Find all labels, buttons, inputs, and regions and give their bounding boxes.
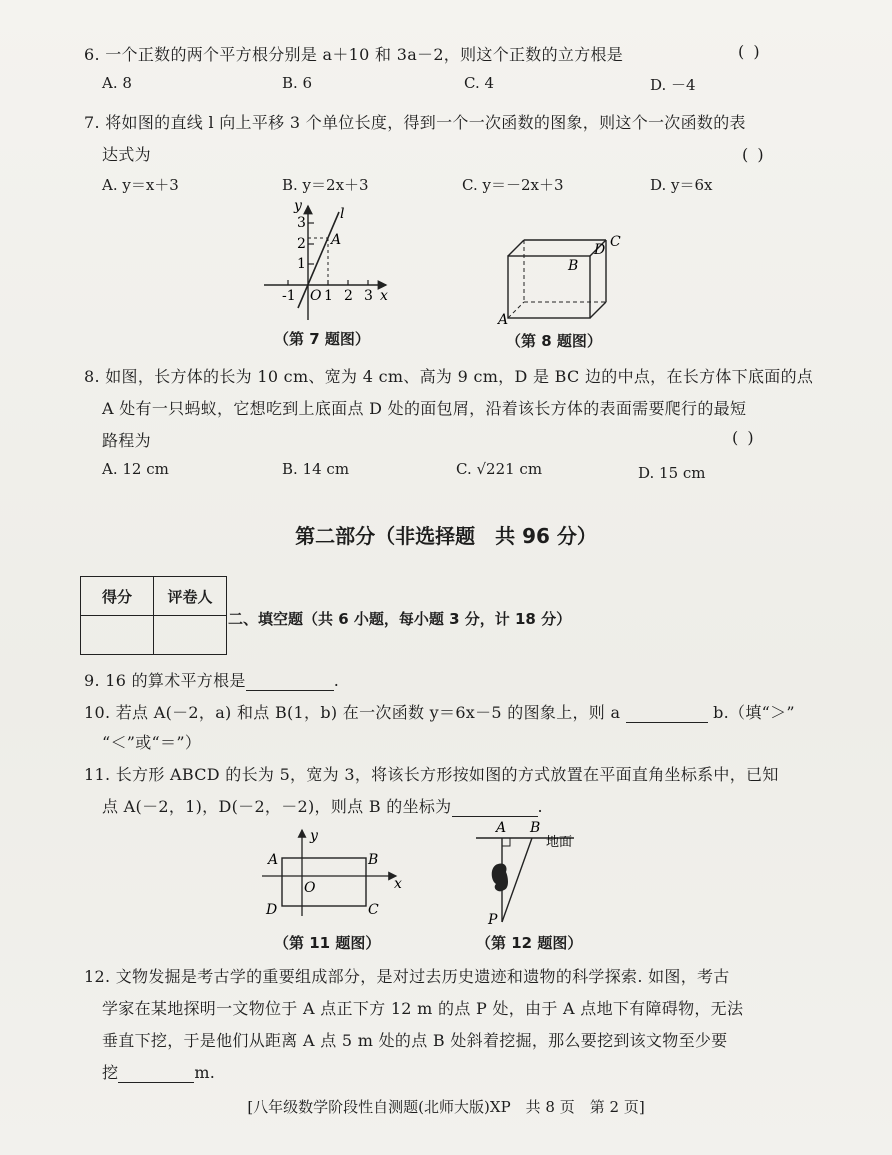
- tick-y2: 2: [297, 236, 306, 252]
- q9-text: 9. 16 的算术平方根是: [84, 671, 246, 690]
- point-d-label: D: [266, 902, 278, 918]
- q6-option-d: D. －4: [650, 76, 696, 94]
- q7-stem-line1: 7. 将如图的直线 l 向上平移 3 个单位长度，得到一个一次函数的图象，则这个一次函数的表: [84, 113, 746, 132]
- q11-answer-blank[interactable]: [452, 800, 538, 817]
- q12-line2: 学家在某地探明一文物位于 A 点正下方 12 m 的点 P 处，由于 A 点地下有障碍物，无法: [102, 999, 744, 1018]
- page-footer: [八年级数学阶段性自测题(北师大版)XP 共 8 页 第 2 页]: [247, 1098, 645, 1116]
- q6-option-b: B. 6: [282, 74, 313, 92]
- tick-x3: 3: [364, 288, 373, 304]
- q7-option-d: D. y＝6x: [650, 176, 713, 194]
- point-a-label: A: [268, 852, 279, 868]
- score-cell[interactable]: [81, 616, 154, 655]
- origin-label: O: [304, 880, 316, 896]
- q7-option-b: B. y＝2x＋3: [282, 176, 369, 194]
- q12-figure-caption: （第 12 题图）: [476, 934, 583, 952]
- q7-option-a: A. y＝x＋3: [102, 176, 179, 194]
- tick-x1: 1: [324, 288, 333, 304]
- q8-stem-line2: A 处有一只蚂蚁，它想吃到上底面点 D 处的面包屑，沿着该长方体的表面需要爬行的最短: [102, 399, 747, 418]
- q11-text: 点 A(－2，1)，D(－2，－2)，则点 B 的坐标为: [102, 797, 452, 816]
- q10-answer-blank[interactable]: [626, 706, 708, 723]
- point-a-label: A: [498, 312, 509, 326]
- q7-figure-graph: [258, 196, 398, 326]
- point-c-label: C: [368, 902, 379, 918]
- q12-unit: m.: [194, 1063, 216, 1082]
- q7-figure-caption: （第 7 题图）: [274, 330, 370, 348]
- x-axis-label: x: [394, 876, 402, 892]
- part2-title: 第二部分（非选择题 共 96 分）: [295, 524, 597, 548]
- tick-xm1: -1: [282, 288, 296, 304]
- q10-text: 10. 若点 A(－2，a) 和点 B(1，b) 在一次函数 y＝6x－5 的图象上，则 a: [84, 703, 621, 722]
- q11-figure-caption: （第 11 题图）: [274, 934, 381, 952]
- score-header: 得分: [81, 577, 154, 616]
- x-axis-label: x: [380, 288, 388, 304]
- q8-option-c: C. √221 cm: [456, 460, 543, 478]
- q7-answer-paren: ( ): [742, 145, 766, 164]
- tick-x2: 2: [344, 288, 353, 304]
- q12-answer-blank[interactable]: [118, 1066, 194, 1083]
- score-table: [80, 576, 227, 655]
- q10-line1: [84, 700, 795, 723]
- q8-stem-line1: 8. 如图，长方体的长为 10 cm、宽为 4 cm、高为 9 cm，D 是 BC 边的中点，在长方体下底面的点: [84, 367, 814, 386]
- point-d-label: D: [594, 242, 606, 258]
- grader-header: 评卷人: [154, 577, 227, 616]
- obstacle-shape: [492, 863, 508, 891]
- q8-option-d: D. 15 cm: [638, 464, 706, 482]
- q9-end: .: [333, 671, 340, 690]
- q6-option-c: C. 4: [464, 74, 495, 92]
- q12-figure-excavation: [470, 818, 600, 928]
- point-p-label: P: [488, 912, 498, 928]
- point-b-label: B: [530, 820, 541, 836]
- fill-in-section-title: 二、填空题（共 6 小题，每小题 3 分，计 18 分）: [228, 610, 572, 628]
- q12-line3: 垂直下挖，于是他们从距离 A 点 5 m 处的点 B 处斜着挖掘，那么要挖到该文物至少要: [102, 1031, 728, 1050]
- grader-cell[interactable]: [154, 616, 227, 655]
- q10-line2: “＜”或“＝”）: [102, 733, 202, 752]
- q6-answer-paren: ( ): [738, 42, 762, 61]
- q11-end: .: [537, 797, 543, 816]
- q8-answer-paren: ( ): [732, 428, 756, 447]
- q8-figure-cuboid: [494, 228, 624, 326]
- q8-option-b: B. 14 cm: [282, 460, 350, 478]
- line-l-label: l: [340, 206, 345, 222]
- point-c-label: C: [610, 234, 621, 250]
- point-b-label: B: [368, 852, 379, 868]
- q9-answer-blank[interactable]: [246, 674, 334, 691]
- point-a-label: A: [331, 232, 342, 248]
- q6-option-a: A. 8: [102, 74, 132, 92]
- q11-line1: 11. 长方形 ABCD 的长为 5，宽为 3，将该长方形按如图的方式放置在平面直角坐标系中，已知: [84, 765, 779, 784]
- rectangle-abcd: [282, 858, 366, 906]
- q10-text-after: b.（填“＞”: [713, 703, 795, 722]
- y-axis-label: y: [310, 828, 318, 844]
- point-b-label: B: [568, 258, 579, 274]
- q12-line1: 12. 文物发掘是考古学的重要组成部分，是对过去历史遗迹和遗物的科学探索. 如图，考古: [84, 967, 730, 986]
- q8-option-a: A. 12 cm: [102, 460, 169, 478]
- q11-figure-rectangle: [258, 826, 408, 918]
- q6-stem: 6. 一个正数的两个平方根分别是 a＋10 和 3a－2，则这个正数的立方根是: [84, 45, 624, 64]
- tick-y3: 3: [297, 215, 306, 231]
- q12-text: 挖: [102, 1063, 119, 1082]
- q11-line2: [102, 794, 543, 817]
- q9-line: [84, 668, 339, 691]
- q7-option-c: C. y＝－2x＋3: [462, 176, 564, 194]
- point-a-label: A: [496, 820, 507, 836]
- ground-label: 地面: [546, 835, 573, 850]
- q7-stem-line2: 达式为: [102, 145, 151, 164]
- q8-figure-caption: （第 8 题图）: [506, 332, 602, 350]
- q12-line4: [102, 1060, 215, 1083]
- tick-y1: 1: [297, 256, 306, 272]
- q8-stem-line3: 路程为: [102, 431, 151, 450]
- y-axis-label: y: [294, 198, 302, 214]
- origin-label: O: [310, 288, 322, 304]
